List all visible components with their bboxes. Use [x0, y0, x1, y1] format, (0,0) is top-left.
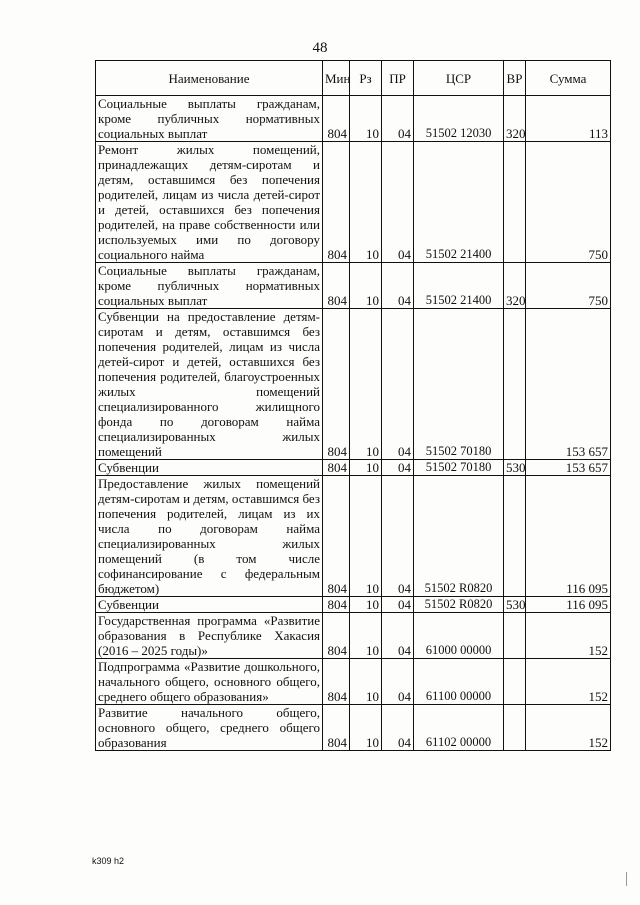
row-csr: 51502 R0820: [414, 476, 504, 597]
row-vr: [504, 659, 526, 705]
row-pr: 04: [382, 705, 414, 751]
row-rz: 10: [350, 476, 382, 597]
row-vr: [504, 142, 526, 263]
row-rz: 10: [350, 142, 382, 263]
row-name: Предоставление жилых помещений детям-сиротам и детям, оставшимся без попечения родителей, лицам из их числа по договорам найма специализированных жилых помещений (в том числе софинансирование с федеральным бюджетом): [96, 476, 323, 597]
row-rz: 10: [350, 96, 382, 142]
table-row: [96, 263, 611, 309]
row-vr: 530: [504, 460, 526, 476]
row-min: 804: [323, 460, 350, 476]
page-number: 48: [312, 40, 328, 56]
row-csr: 51502 70180: [414, 460, 504, 476]
header-name: Наименование: [96, 61, 323, 96]
row-pr: 04: [382, 96, 414, 142]
row-pr: 04: [382, 613, 414, 659]
header-csr: ЦСР: [414, 61, 504, 96]
header-vr: ВР: [504, 61, 526, 96]
row-pr: 04: [382, 597, 414, 613]
row-name: Государственная программа «Развитие образования в Республике Хакасия (2016 – 2025 годы)»: [96, 613, 323, 659]
row-rz: 10: [350, 597, 382, 613]
scan-edge-mark: [626, 872, 627, 886]
row-name: Подпрограмма «Развитие дошкольного, начального общего, основного общего, среднего общего образования»: [96, 659, 323, 705]
row-sum: 750: [526, 142, 611, 263]
row-csr: 61000 00000: [414, 613, 504, 659]
header-pr: ПР: [382, 61, 414, 96]
row-vr: [504, 705, 526, 751]
row-name: Субвенции на предоставление детям-сиротам и детям, оставшимся без попечения родителей, лицам из числа детей-сирот и детей, оставшихся без попечения родителей, благоустроенных жилых помещений специализированного жилищного фонда по договорам найма специализированных жилых помещений: [96, 309, 323, 460]
table-row: [96, 142, 611, 263]
row-csr: 51502 70180: [414, 309, 504, 460]
row-csr: 51502 21400: [414, 263, 504, 309]
table-row: [96, 460, 611, 476]
row-rz: 10: [350, 613, 382, 659]
row-rz: 10: [350, 705, 382, 751]
row-csr: 51502 12030: [414, 96, 504, 142]
row-pr: 04: [382, 142, 414, 263]
row-min: 804: [323, 705, 350, 751]
row-rz: 10: [350, 309, 382, 460]
row-vr: [504, 613, 526, 659]
row-min: 804: [323, 96, 350, 142]
row-min: 804: [323, 263, 350, 309]
row-min: 804: [323, 659, 350, 705]
table-row: [96, 613, 611, 659]
row-sum: 153 657: [526, 309, 611, 460]
table-row: [96, 309, 611, 460]
table-row: [96, 96, 611, 142]
row-sum: 152: [526, 659, 611, 705]
table-header-row: [96, 61, 611, 96]
table-row: [96, 705, 611, 751]
row-vr: [504, 309, 526, 460]
table-row: [96, 659, 611, 705]
row-sum: 153 657: [526, 460, 611, 476]
row-vr: 320: [504, 263, 526, 309]
row-vr: 530: [504, 597, 526, 613]
header-rz: Рз: [350, 61, 382, 96]
row-csr: 51502 R0820: [414, 597, 504, 613]
row-min: 804: [323, 309, 350, 460]
row-min: 804: [323, 597, 350, 613]
row-name: Субвенции: [96, 597, 323, 613]
table-row: [96, 476, 611, 597]
row-sum: 152: [526, 613, 611, 659]
table-row: [96, 597, 611, 613]
row-name: Развитие начального общего, основного общего, среднего общего образования: [96, 705, 323, 751]
row-vr: [504, 476, 526, 597]
footer-code: k309 h2: [92, 856, 125, 866]
row-name: Социальные выплаты гражданам, кроме публичных нормативных социальных выплат: [96, 96, 323, 142]
row-name: Ремонт жилых помещений, принадлежащих детям-сиротам и детям, оставшимся без попечения родителей, лицам из числа детей-сирот и детей, оставшихся без попечения родителей, на праве собственности или используемых ими по договору социального найма: [96, 142, 323, 263]
row-min: 804: [323, 476, 350, 597]
row-rz: 10: [350, 263, 382, 309]
row-sum: 116 095: [526, 476, 611, 597]
row-sum: 116 095: [526, 597, 611, 613]
row-min: 804: [323, 613, 350, 659]
row-pr: 04: [382, 309, 414, 460]
row-pr: 04: [382, 460, 414, 476]
row-min: 804: [323, 142, 350, 263]
row-sum: 113: [526, 96, 611, 142]
row-pr: 04: [382, 263, 414, 309]
header-min: Мин: [323, 61, 350, 96]
row-vr: 320: [504, 96, 526, 142]
row-name: Социальные выплаты гражданам, кроме публичных нормативных социальных выплат: [96, 263, 323, 309]
row-rz: 10: [350, 460, 382, 476]
row-name: Субвенции: [96, 460, 323, 476]
row-csr: 51502 21400: [414, 142, 504, 263]
row-pr: 04: [382, 659, 414, 705]
row-csr: 61102 00000: [414, 705, 504, 751]
row-csr: 61100 00000: [414, 659, 504, 705]
row-pr: 04: [382, 476, 414, 597]
row-rz: 10: [350, 659, 382, 705]
budget-table: [95, 60, 611, 751]
row-sum: 750: [526, 263, 611, 309]
header-sum: Сумма: [526, 61, 611, 96]
row-sum: 152: [526, 705, 611, 751]
